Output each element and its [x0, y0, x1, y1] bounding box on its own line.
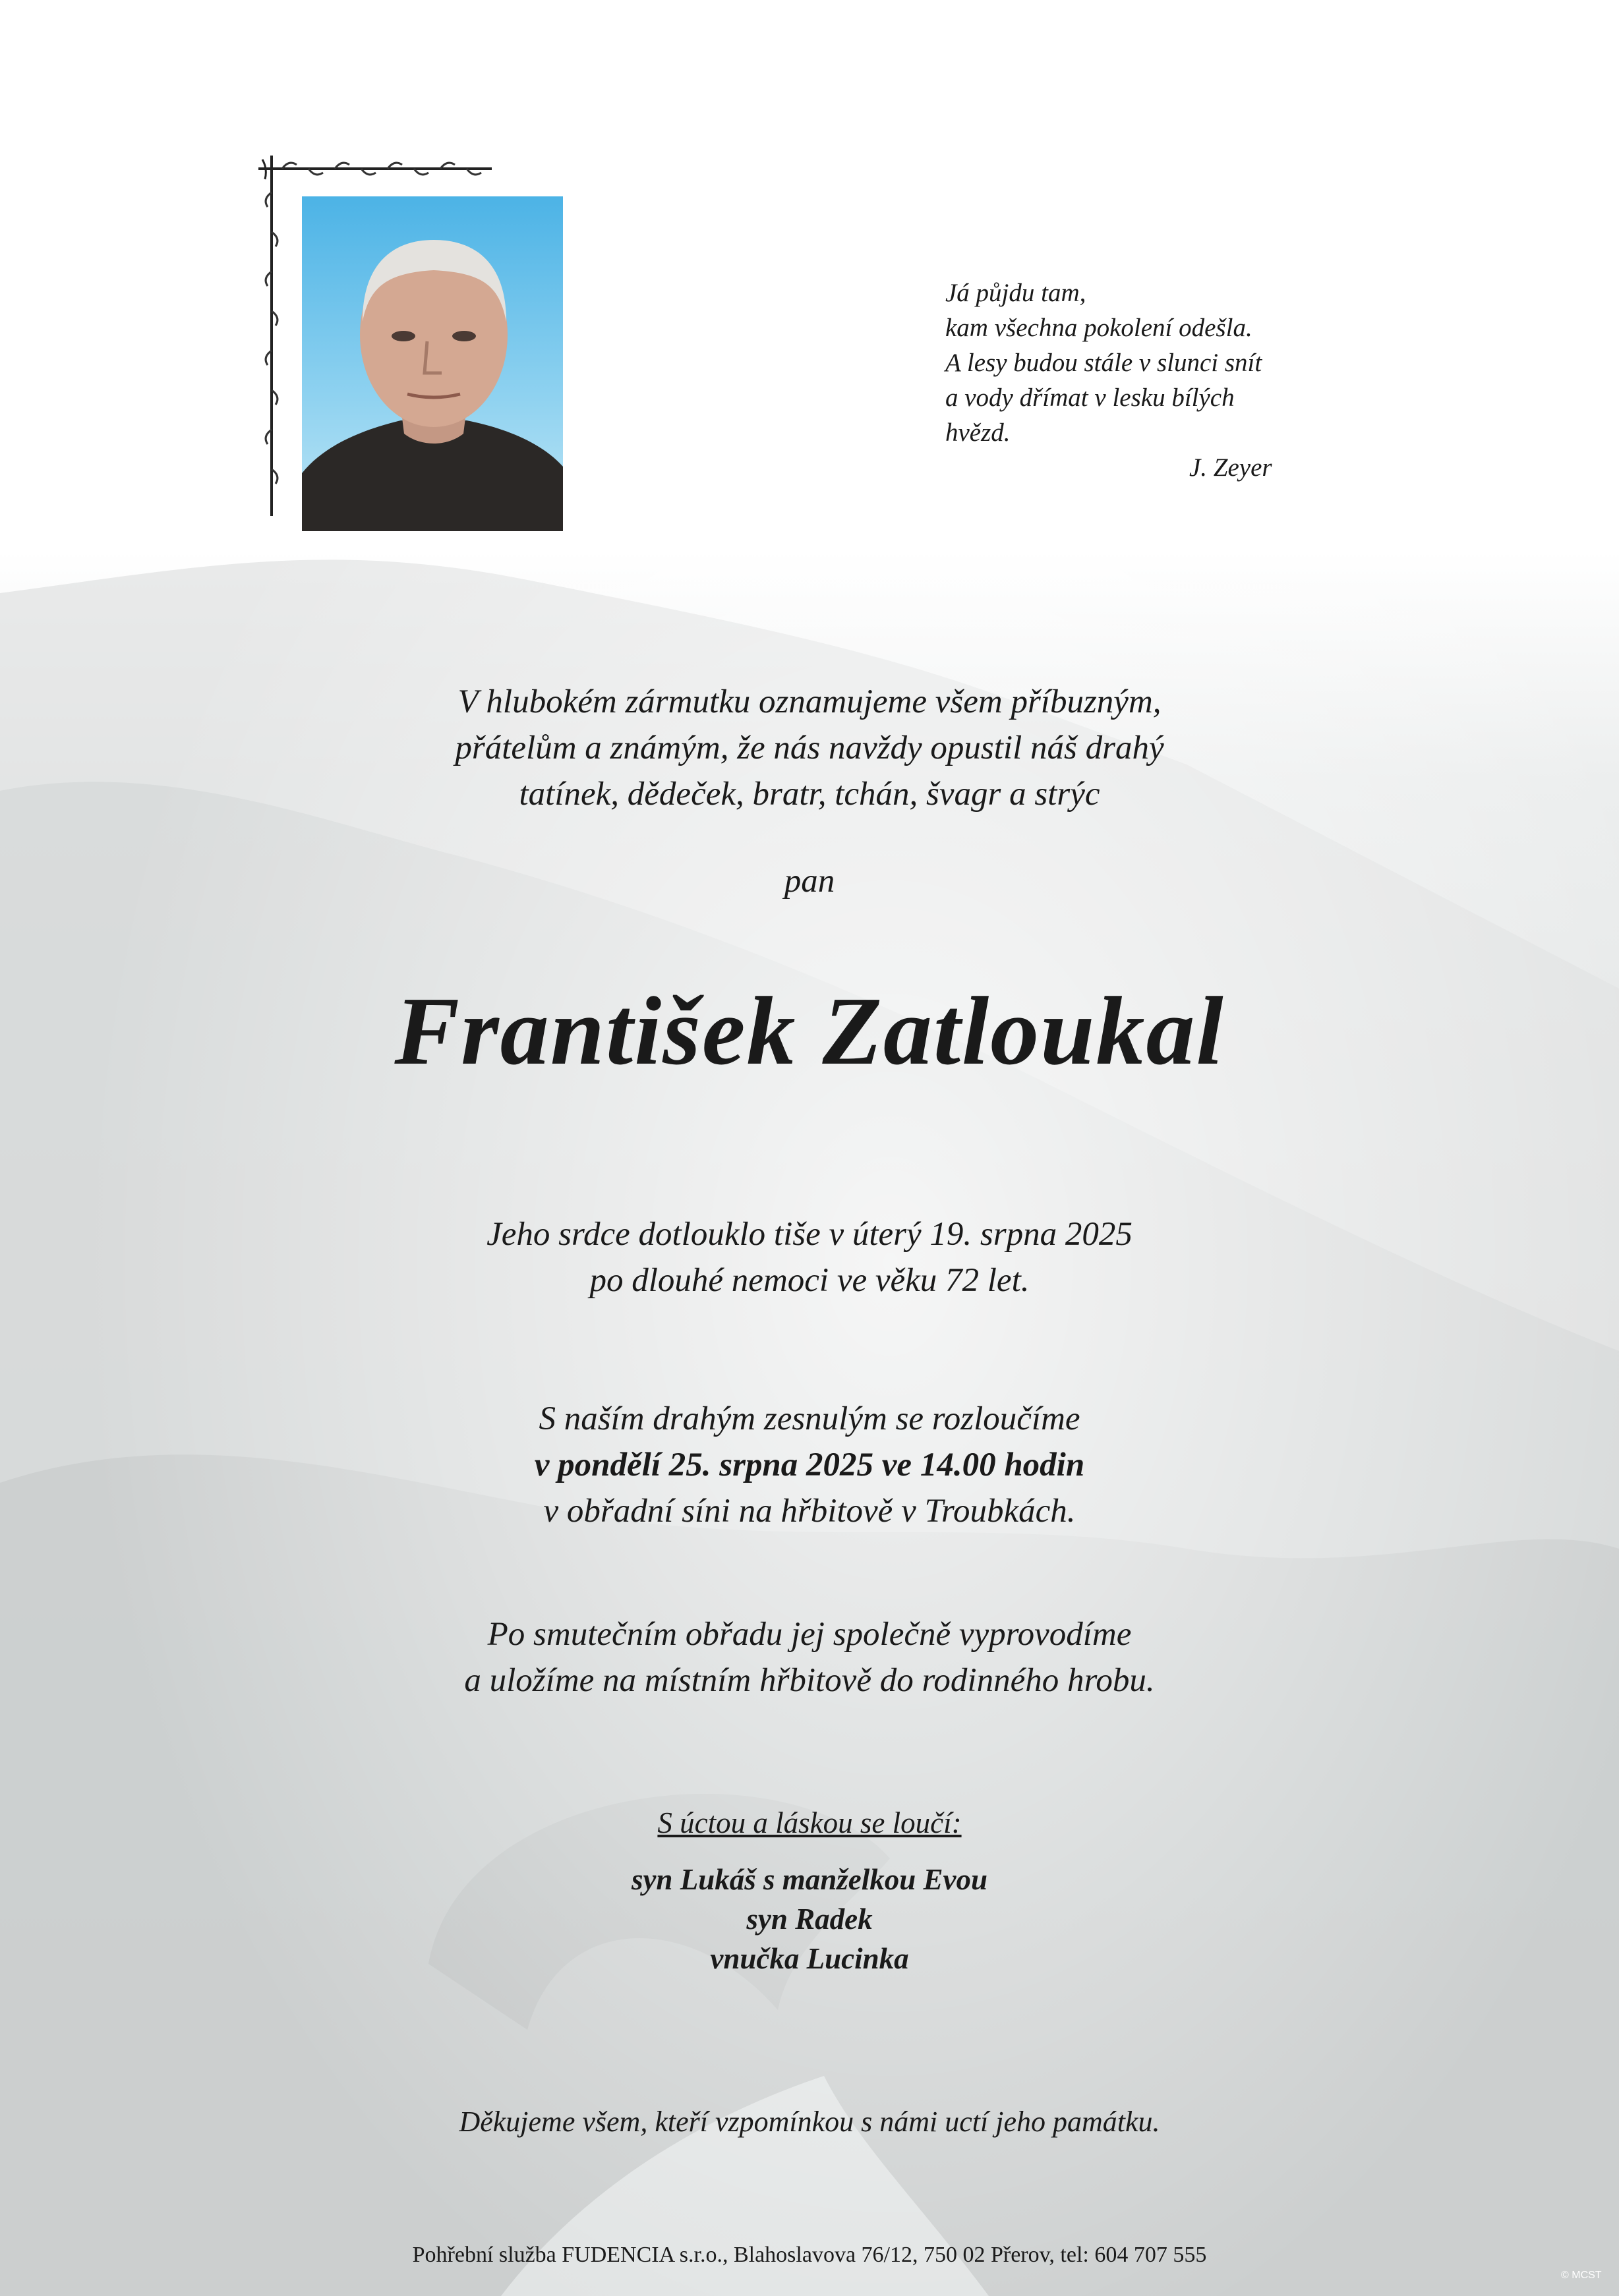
death-notice [0, 1211, 1619, 1304]
poem-line: hvězd. [945, 418, 1011, 447]
death-line: po dlouhé nemoci ve věku 72 let. [589, 1262, 1030, 1299]
honorific: pan [784, 863, 835, 900]
poem-quote [945, 275, 1407, 485]
poem-line: A lesy budou stále v slunci snít [945, 349, 1262, 377]
intro-line: přátelům a známým, že nás navždy opustil náš drahý [455, 730, 1164, 766]
frame-ornament-left [258, 153, 285, 519]
thanks-line: Děkujeme všem, kteří vzpomínkou s námi uctí jeho památku. [459, 2106, 1160, 2138]
burial-line: a uložíme na místním hřbitově do rodinného hrobu. [464, 1662, 1155, 1699]
poem-author: J. Zeyer [1189, 453, 1272, 482]
burial-line: Po smutečním obřadu jej společně vyprovodíme [487, 1616, 1132, 1653]
intro-line: V hlubokém zármutku oznamujeme všem příbuzným, [457, 683, 1162, 720]
family-list [0, 1860, 1619, 1978]
poem-line: a vody dřímat v lesku bílých [945, 384, 1235, 412]
family-member: syn Radek [746, 1903, 873, 1936]
ceremony-place: v obřadní síni na hřbitově v Troubkách. [543, 1493, 1076, 1530]
frame-ornament-top [256, 153, 494, 186]
funeral-service-footer: Pohřební služba FUDENCIA s.r.o., Blahoslavova 76/12, 750 02 Přerov, tel: 604 707 555 [412, 2243, 1207, 2267]
portrait-photo [302, 196, 563, 531]
signature-heading: S úctou a láskou se loučí: [657, 1806, 962, 1839]
farewell-line: S naším drahým zesnulým se rozloučíme [539, 1400, 1080, 1437]
burial-notice [0, 1611, 1619, 1704]
ceremony-datetime: v pondělí 25. srpna 2025 ve 14.00 hodin [534, 1447, 1085, 1483]
intro-line: tatínek, dědeček, bratr, tchán, švagr a strýc [519, 776, 1100, 813]
family-member: vnučka Lucinka [710, 1942, 909, 1975]
watermark: © MCST [1561, 2270, 1602, 2281]
death-line: Jeho srdce dotlouklo tiše v úterý 19. srpna 2025 [486, 1216, 1133, 1253]
farewell-ceremony [0, 1396, 1619, 1534]
announcement-intro [0, 679, 1619, 817]
poem-line: kam všechna pokolení odešla. [945, 314, 1252, 342]
deceased-name: František Zatloukal [394, 977, 1225, 1085]
family-member: syn Lukáš s manželkou Evou [631, 1863, 988, 1896]
poem-line: Já půjdu tam, [945, 279, 1086, 307]
